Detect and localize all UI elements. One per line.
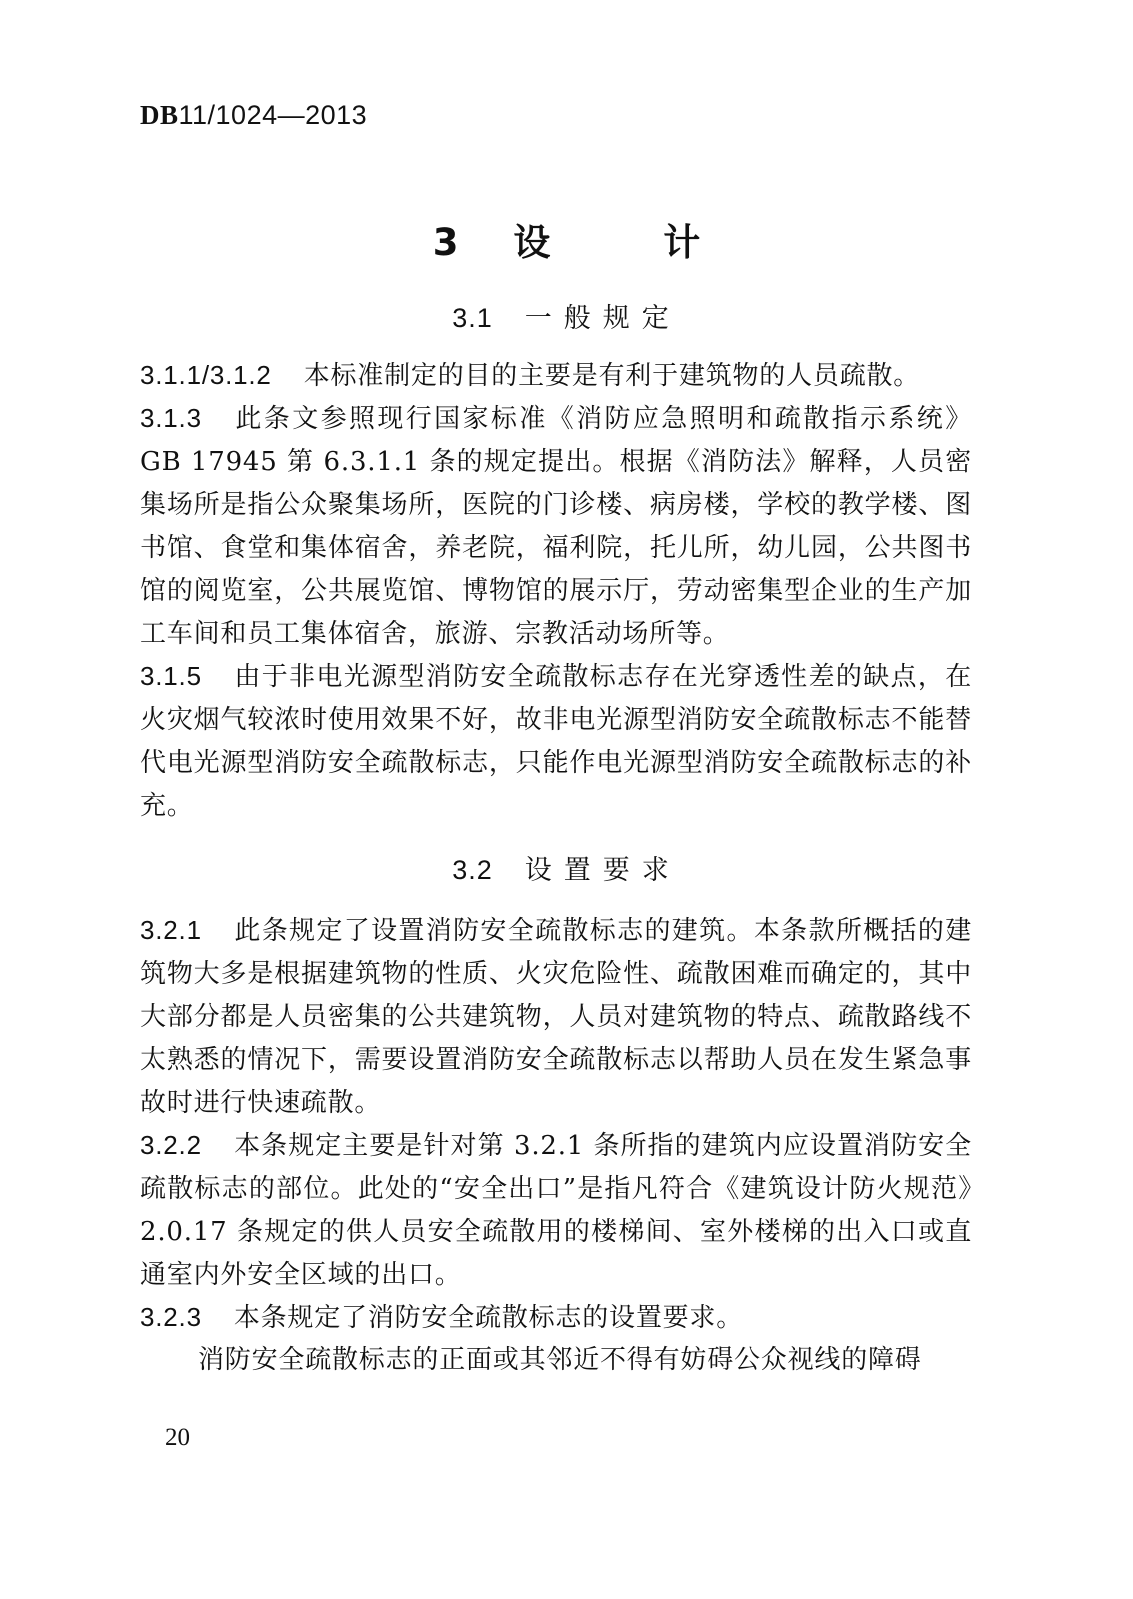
clause-3-2-3	[140, 1296, 972, 1340]
chapter-title-part2: 计	[663, 221, 701, 264]
clause-number: 3.1.1/3.1.2	[140, 360, 272, 390]
chapter-title-part1: 设	[513, 221, 551, 264]
section-number: 3.2	[452, 855, 493, 885]
page-number: 20	[165, 1424, 190, 1451]
clause-number: 3.2.3	[140, 1302, 202, 1332]
clause-text: 本标准制定的目的主要是有利于建筑物的人员疏散。	[303, 361, 921, 391]
clause-text: 本条规定主要是针对第 3.2.1 条所指的建筑内应设置消防安全疏散标志的部位。此处的“安全出口”是指凡符合《建筑设计防火规范》2.0.17 条规定的供人员安全疏散用的楼梯间、室外楼梯的出入口或直通室内外安全区域的出口。	[140, 1131, 972, 1290]
clause-text: 由于非电光源型消防安全疏散标志存在光穿透性差的缺点，在火灾烟气较浓时使用效果不好，故非电光源型消防安全疏散标志不能替代电光源型消防安全疏散标志，只能作电光源型消防安全疏散标志的补充。	[140, 662, 972, 821]
clause-3-1-3	[140, 397, 972, 656]
clause-number: 3.1.3	[140, 403, 202, 433]
standard-code-prefix: DB	[140, 100, 179, 130]
section-heading: 一般规定	[524, 303, 681, 334]
clause-number: 3.1.5	[140, 661, 202, 691]
section-heading: 设置要求	[524, 855, 681, 886]
clause-3-2-1	[140, 909, 972, 1125]
clause-number: 3.2.1	[140, 915, 202, 945]
clause-text: 此条规定了设置消防安全疏散标志的建筑。本条款所概括的建筑物大多是根据建筑物的性质、火灾危险性、疏散困难而确定的，其中大部分都是人员密集的公共建筑物，人员对建筑物的特点、疏散路线不太熟悉的情况下，需要设置消防安全疏散标志以帮助人员在发生紧急事故时进行快速疏散。	[140, 916, 972, 1118]
standard-code	[140, 100, 367, 131]
section-title-3-1	[0, 296, 1133, 335]
clause-3-2-2	[140, 1124, 972, 1297]
clause-text: 此条文参照现行国家标准《消防应急照明和疏散指示系统》GB 17945 第 6.3.1.1 条的规定提出。根据《消防法》解释，人员密集场所是指公众聚集场所，医院的门诊楼、病房楼，学校的教学楼、图书馆、食堂和集体宿舍，养老院，福利院，托儿所，幼儿园，公共图书馆的阅览室，公共展览馆、博物馆的展示厅，劳动密集型企业的生产加工车间和员工集体宿舍，旅游、宗教活动场所等。	[140, 404, 972, 649]
standard-code-number: 11/1024—2013	[178, 100, 368, 130]
clause-number: 3.2.2	[140, 1130, 202, 1160]
chapter-number: 3	[432, 221, 459, 264]
clause-text: 本条规定了消防安全疏散标志的设置要求。	[233, 1303, 744, 1333]
clause-3-1-5	[140, 655, 972, 828]
chapter-title	[0, 212, 1133, 266]
section-number: 3.1	[452, 303, 493, 333]
clause-3-1-1	[140, 354, 972, 398]
paragraph-3-2-3-body: 消防安全疏散标志的正面或其邻近不得有妨碍公众视线的障碍	[198, 1345, 922, 1375]
section-title-3-2	[0, 848, 1133, 887]
